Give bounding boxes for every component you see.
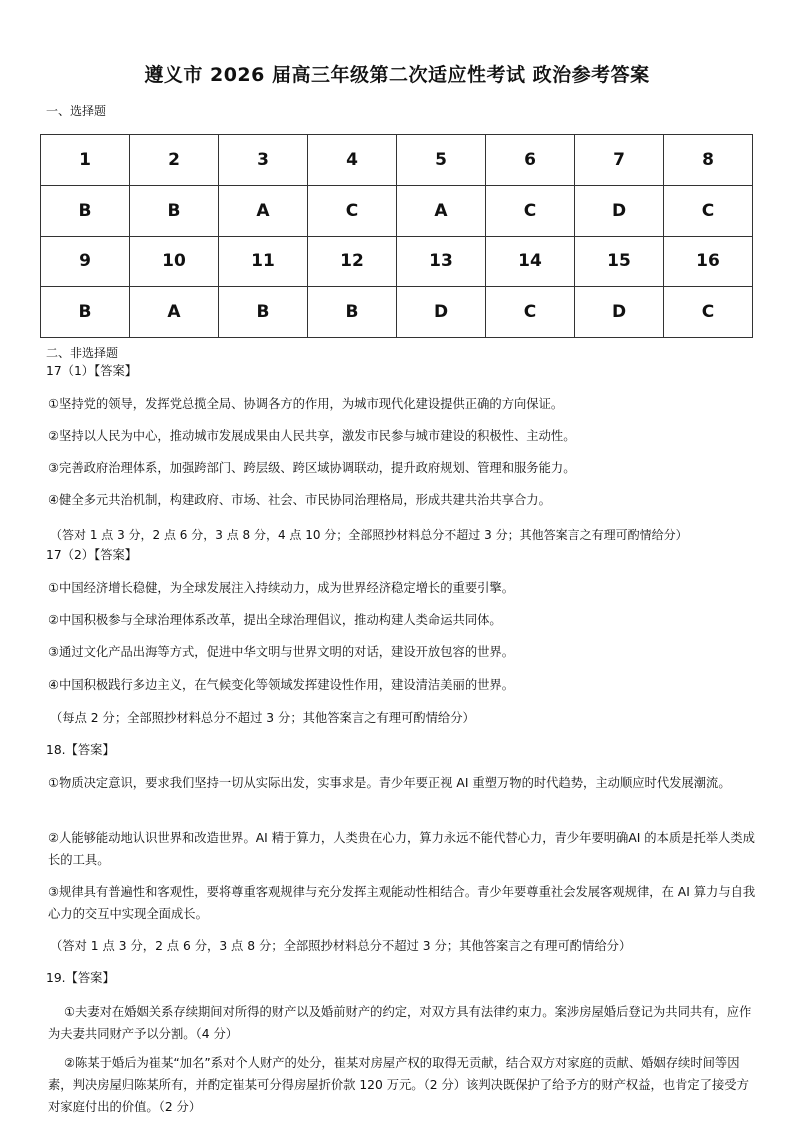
q18-point-2: ②人能够能动地认识世界和改造世界。AI 精于算力，人类贵在心力，算力永远不能代替心力，青少年要明确AI 的本质是托举人类成长的工具。 xyxy=(48,831,755,867)
section-heading-nonchoice: 二、非选择题 xyxy=(46,346,119,360)
question-number-cell: 7 xyxy=(575,135,664,186)
question-number-cell: 6 xyxy=(486,135,575,186)
answer-cell: C xyxy=(308,185,397,236)
q18-scoring-note: （答对 1 点 3 分，2 点 6 分，3 点 8 分；全部照抄材料总分不超过 3 分；其他答案言之有理可酌情给分） xyxy=(50,939,632,953)
q17-2-point-1: ①中国经济增长稳健，为全球发展注入持续动力，成为世界经济稳定增长的重要引擎。 xyxy=(48,581,515,595)
q17-1-point-4: ④健全多元共治机制，构建政府、市场、社会、市民协同治理格局，形成共建共治共享合力。 xyxy=(48,493,551,507)
question-number-cell: 14 xyxy=(486,236,575,287)
question-number-cell: 10 xyxy=(130,236,219,287)
answer-cell: A xyxy=(397,185,486,236)
answer-cell: B xyxy=(219,287,308,338)
question-number-row xyxy=(41,236,753,287)
q17-2-point-2: ②中国积极参与全球治理体系改革，提出全球治理倡议，推动构建人类命运共同体。 xyxy=(48,613,502,627)
q19-point-2: ②陈某于婚后为崔某“加名”系对个人财产的处分，崔某对房屋产权的取得无贡献，结合双方对家庭的贡献、婚姻存续时间等因素，判决房屋归陈某所有，并酌定崔某可分得房屋折价款 120 万元。（2 分）该判决既保护了给予方的财产权益，也肯定了接受方对家庭付出的价值。（2 分） xyxy=(48,1056,749,1114)
page-title: 遵义市 2026 届高三年级第二次适应性考试 政治参考答案 xyxy=(144,64,650,86)
q18-point-3: ③规律具有普遍性和客观性，要将尊重客观规律与充分发挥主观能动性相结合。青少年要尊重社会发展客观规律，在 AI 算力与自我心力的交互中实现全面成长。 xyxy=(48,885,756,921)
answer-row xyxy=(41,185,753,236)
answer-cell: A xyxy=(219,185,308,236)
q18-heading: 18.【答案】 xyxy=(46,743,115,757)
q17-2-point-3: ③通过文化产品出海等方式，促进中华文明与世界文明的对话，建设开放包容的世界。 xyxy=(48,645,515,659)
answer-cell: C xyxy=(664,287,753,338)
answer-cell: A xyxy=(130,287,219,338)
question-number-cell: 9 xyxy=(41,236,130,287)
question-number-cell: 11 xyxy=(219,236,308,287)
question-number-cell: 3 xyxy=(219,135,308,186)
answer-cell: D xyxy=(575,287,664,338)
answer-cell: C xyxy=(486,287,575,338)
question-number-cell: 15 xyxy=(575,236,664,287)
q19-point-1: ①夫妻对在婚姻关系存续期间对所得的财产以及婚前财产的约定，对双方具有法律约束力。案涉房屋婚后登记为共同共有，应作为夫妻共同财产予以分割。（4 分） xyxy=(48,1005,752,1041)
answer-table xyxy=(40,134,753,338)
answer-cell: B xyxy=(130,185,219,236)
answer-row xyxy=(41,287,753,338)
q17-2-scoring-note: （每点 2 分；全部照抄材料总分不超过 3 分；其他答案言之有理可酌情给分） xyxy=(50,711,475,725)
q17-2-heading: 17（2）【答案】 xyxy=(46,548,138,562)
question-number-cell: 16 xyxy=(664,236,753,287)
question-number-cell: 5 xyxy=(397,135,486,186)
question-number-cell: 8 xyxy=(664,135,753,186)
q17-1-scoring-note: （答对 1 点 3 分，2 点 6 分，3 点 8 分，4 点 10 分；全部照抄材料总分不超过 3 分；其他答案言之有理可酌情给分） xyxy=(50,528,688,542)
q17-1-point-3: ③完善政府治理体系，加强跨部门、跨层级、跨区域协调联动，提升政府规划、管理和服务能力。 xyxy=(48,461,576,475)
answer-cell: D xyxy=(397,287,486,338)
q18-point-1: ①物质决定意识，要求我们坚持一切从实际出发，实事求是。青少年要正视 AI 重塑万物的时代趋势，主动顺应时代发展潮流。 xyxy=(48,776,731,790)
answer-cell: B xyxy=(41,185,130,236)
q19-heading: 19.【答案】 xyxy=(46,971,115,985)
answer-cell: C xyxy=(664,185,753,236)
q17-1-heading: 17（1）【答案】 xyxy=(46,364,138,378)
question-number-cell: 4 xyxy=(308,135,397,186)
q17-1-point-2: ②坚持以人民为中心，推动城市发展成果由人民共享，激发市民参与城市建设的积极性、主动性。 xyxy=(48,429,576,443)
question-number-cell: 13 xyxy=(397,236,486,287)
question-number-cell: 1 xyxy=(41,135,130,186)
question-number-row xyxy=(41,135,753,186)
answer-cell: D xyxy=(575,185,664,236)
q17-1-point-1: ①坚持党的领导，发挥党总揽全局、协调各方的作用，为城市现代化建设提供正确的方向保证。 xyxy=(48,397,564,411)
question-number-cell: 12 xyxy=(308,236,397,287)
q17-2-point-4: ④中国积极践行多边主义，在气候变化等领域发挥建设性作用，建设清洁美丽的世界。 xyxy=(48,678,515,692)
question-number-cell: 2 xyxy=(130,135,219,186)
answer-cell: B xyxy=(308,287,397,338)
answer-cell: B xyxy=(41,287,130,338)
section-heading-choice: 一、选择题 xyxy=(46,104,107,118)
answer-cell: C xyxy=(486,185,575,236)
